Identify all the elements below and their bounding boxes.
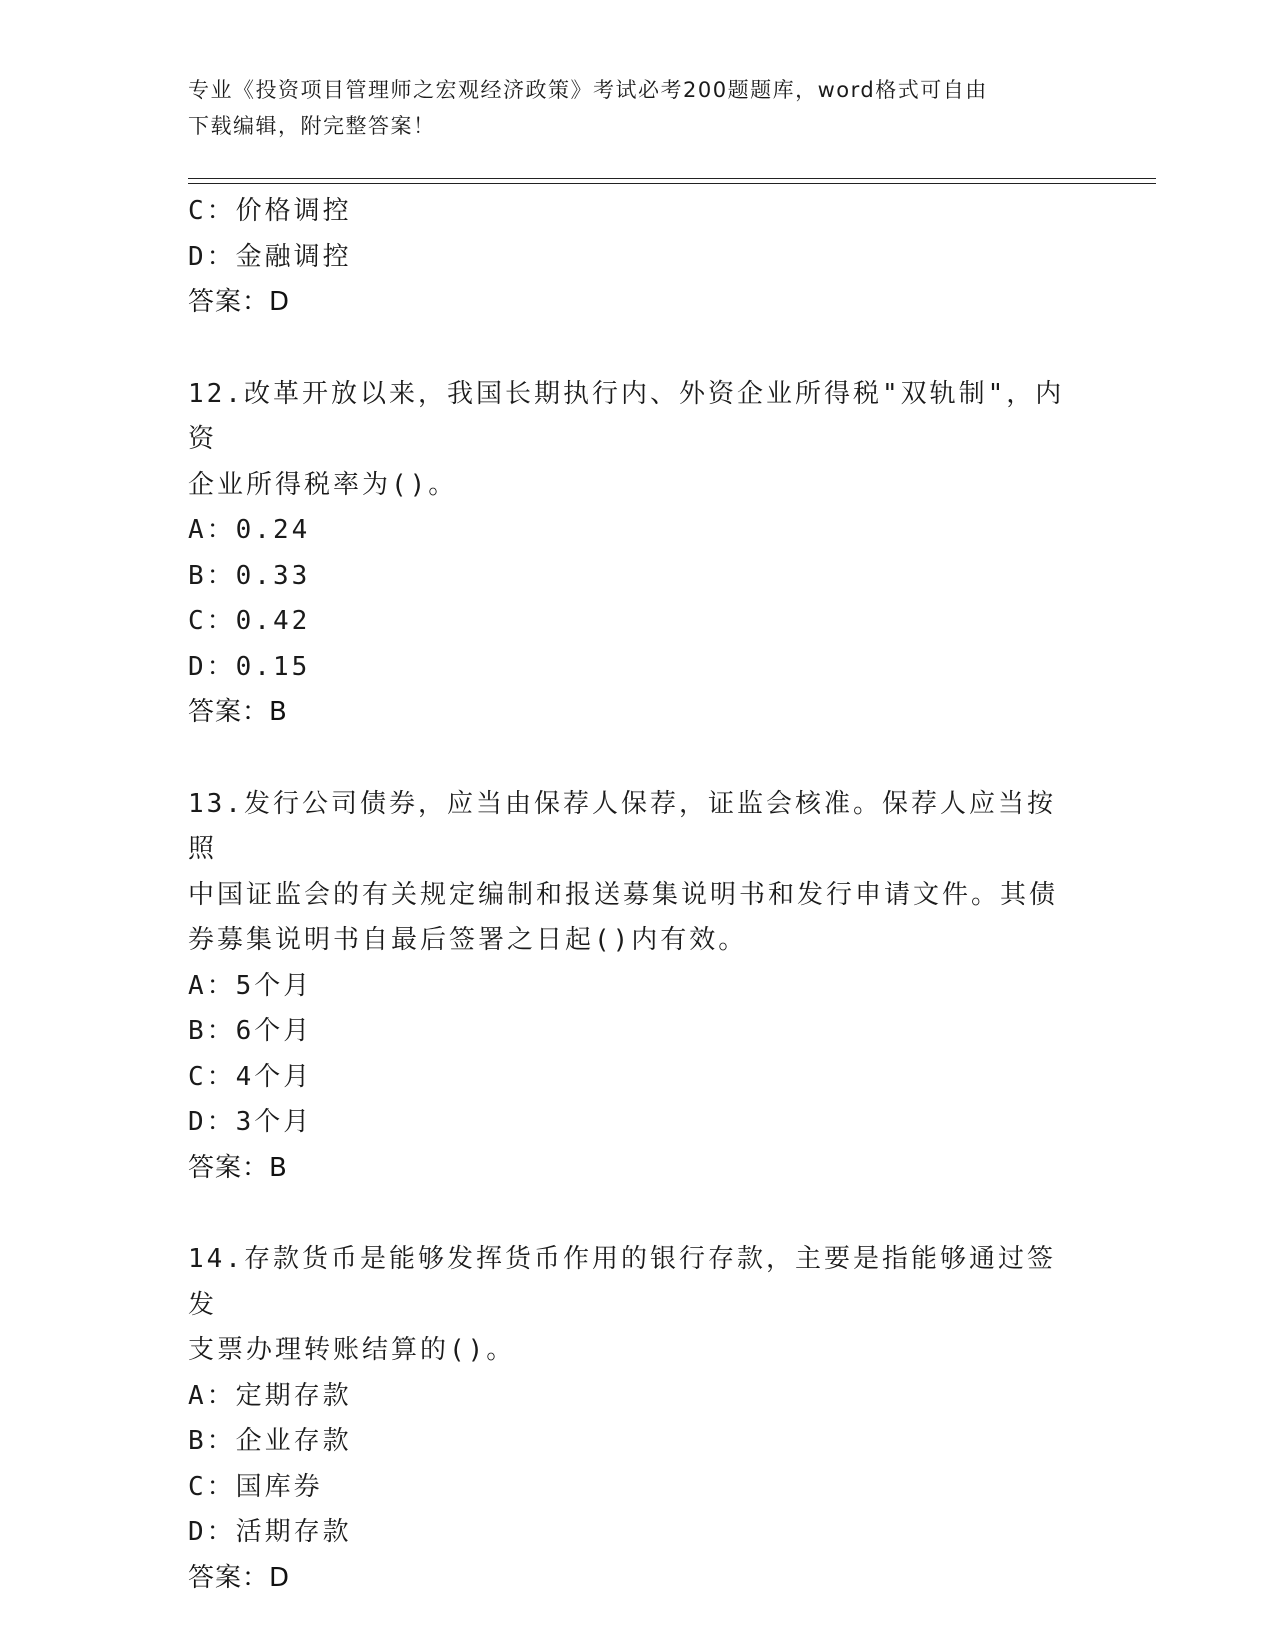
header-divider-bottom: [188, 183, 1156, 184]
question-14: [188, 1237, 1088, 1601]
header-line-2: 下载编辑，附完整答案！: [188, 114, 436, 138]
answer-line: 答案：B: [188, 697, 288, 727]
option-b: B：0.33: [188, 560, 311, 591]
option-a: A：5个月: [188, 970, 313, 1001]
question-text-line: 支票办理转账结算的()。: [188, 1335, 516, 1365]
question-text-line: 中国证监会的有关规定编制和报送募集说明书和发行申请文件。其债: [188, 879, 1059, 910]
question-text-line: 12.改革开放以来，我国长期执行内、外资企业所得税"双轨制"，内资: [188, 378, 1065, 454]
question-text-line: 14.存款货币是能够发挥货币作用的银行存款，主要是指能够通过签发: [188, 1244, 1056, 1320]
option-c: C：4个月: [188, 1061, 313, 1092]
question-content: [188, 189, 1088, 1601]
spacer: [188, 736, 1088, 782]
spacer: [188, 326, 1088, 372]
option-a: A：定期存款: [188, 1380, 352, 1411]
question-13: [188, 782, 1088, 1192]
question-text: [188, 372, 1068, 509]
question-text: [188, 782, 1068, 964]
question-text-line: 企业所得税率为()。: [188, 469, 458, 500]
question-text-line: 13.发行公司债券，应当由保荐人保荐，证监会核准。保荐人应当按照: [188, 788, 1056, 864]
document-header: [188, 72, 1088, 144]
option-c: C：0.42: [188, 606, 311, 636]
option-d: D：0.15: [188, 651, 311, 682]
previous-question-tail: [188, 189, 1088, 326]
option-d: D：金融调控: [188, 241, 352, 272]
header-line-1: 专业《投资项目管理师之宏观经济政策》考试必考200题题库，word格式可自由: [188, 78, 988, 102]
question-12: [188, 372, 1088, 736]
answer-line: 答案：B: [188, 1152, 288, 1183]
question-text-line: 券募集说明书自最后签署之日起()内有效。: [188, 925, 748, 955]
answer-line: 答案：D: [188, 287, 291, 317]
answer-line: 答案：D: [188, 1562, 291, 1593]
option-c: C：国库券: [188, 1471, 323, 1502]
header-divider-top: [188, 178, 1156, 179]
option-c: C：价格调控: [188, 196, 352, 226]
option-b: B：6个月: [188, 1016, 313, 1046]
spacer: [188, 1191, 1088, 1237]
question-text: [188, 1237, 1068, 1374]
option-b: B：企业存款: [188, 1426, 352, 1456]
option-a: A：0.24: [188, 515, 311, 545]
option-d: D：3个月: [188, 1107, 313, 1137]
option-d: D：活期存款: [188, 1517, 352, 1547]
